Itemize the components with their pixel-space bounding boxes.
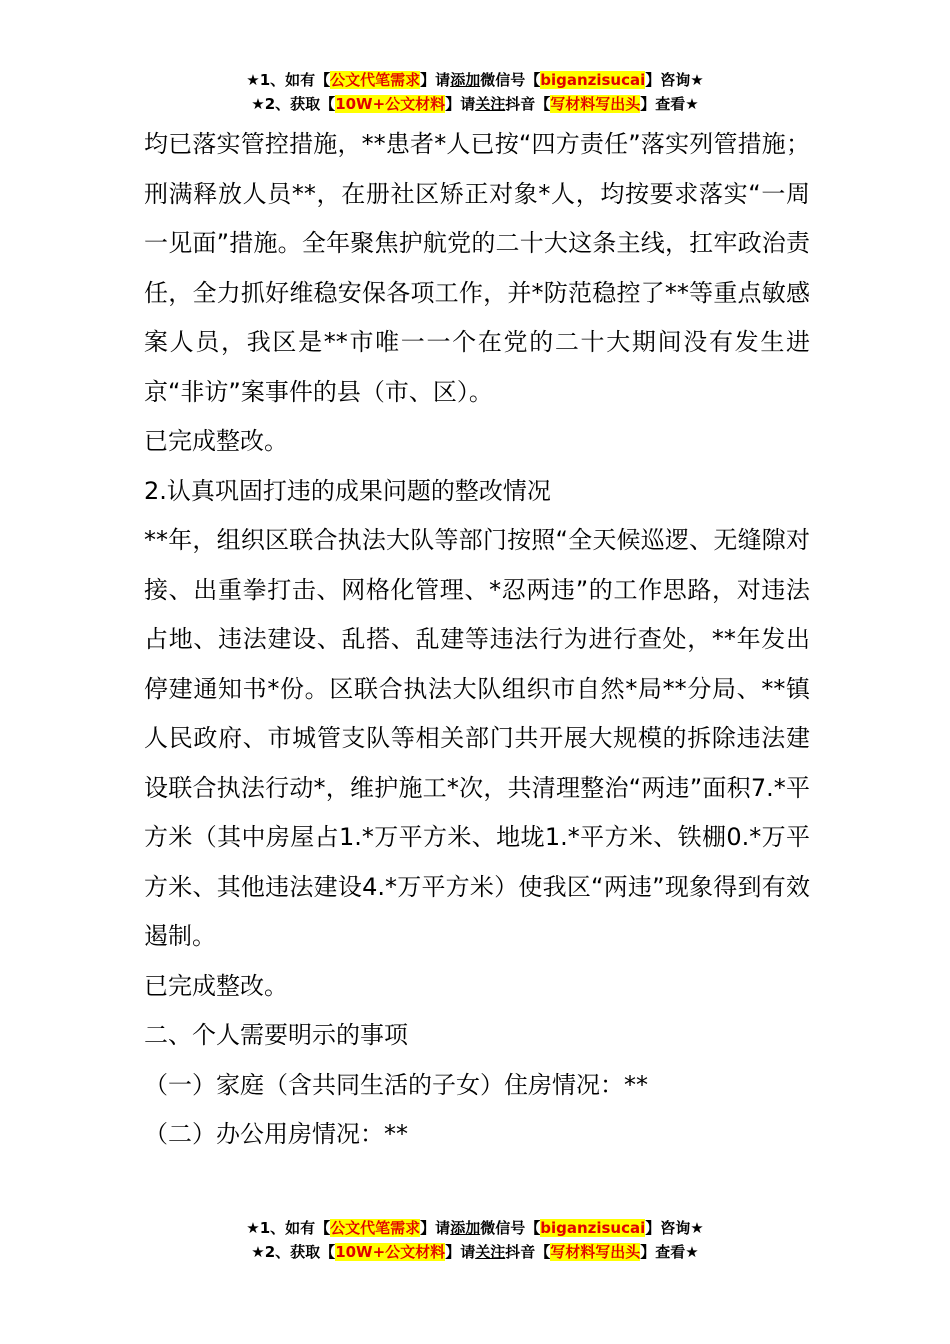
header-banner: [0, 68, 950, 116]
highlight-douyin: 写材料写出头: [550, 95, 641, 113]
highlight-materials: 10W+公文材料: [335, 95, 446, 113]
item-family-housing: （一）家庭（含共同生活的子女）住房情况：**: [144, 1070, 648, 1099]
paragraph-completed-1: 已完成整改。: [144, 427, 288, 455]
item-office-space: （二）办公用房情况：**: [144, 1120, 408, 1148]
highlight-wechat-id: biganzisucai: [540, 1219, 646, 1237]
paragraph-completed-2: 已完成整改。: [144, 971, 288, 1000]
highlight-service: 公文代笔需求: [330, 71, 421, 89]
highlight-wechat-id: biganzisucai: [540, 71, 646, 89]
highlight-materials: 10W+公文材料: [335, 1243, 446, 1261]
banner-line-1: ★1、如有【公文代笔需求】请添加微信号【biganzisucai】咨询★: [246, 71, 704, 89]
banner-line-2: ★2、获取【10W+公文材料】请关注抖音【写材料写出头】查看★: [251, 1243, 699, 1261]
document-body: [144, 120, 810, 1160]
highlight-douyin: 写材料写出头: [550, 1243, 641, 1261]
footer-banner: [0, 1216, 950, 1264]
highlight-service: 公文代笔需求: [330, 1219, 421, 1237]
banner-line-1: ★1、如有【公文代笔需求】请添加微信号【biganzisucai】咨询★: [246, 1219, 704, 1237]
banner-line-2: ★2、获取【10W+公文材料】请关注抖音【写材料写出头】查看★: [251, 95, 699, 113]
section-heading-illegal-construction: 2.认真巩固打违的成果问题的整改情况: [144, 476, 551, 505]
paragraph-illegal-construction: **年，组织区联合执法大队等部门按照“全天候巡逻、无缝隙对接、出重拳打击、网格化管理、*忍两违”的工作思路，对违法占地、违法建设、乱搭、乱建等违法行为进行查处，**年发出停建通知书*份。区联合执法大队组织市自然*局**分局、**镇人民政府、市城管支队等相关部门共开展大规模的拆除违法建设联合执法行动*，维护施工*次，共清理整治“两违”面积7.*平方米（其中房屋占1.*万平方米、地垅1.*平方米、铁棚0.*万平方米、其他违法建设4.*万平方米）使我区“两违”现象得到有效遏制。: [144, 526, 810, 950]
paragraph-stability-measures: 均已落实管控措施，**患者*人已按“四方责任”落实列管措施；刑满释放人员**，在册社区矫正对象*人，均按要求落实“一周一见面”措施。全年聚焦护航党的二十大这条主线，扛牢政治责任，全力抓好维稳安保各项工作，并*防范稳控了**等重点敏感案人员，我区是**市唯一一个在党的二十大期间没有发生进京“非访”案事件的县（市、区）。: [144, 130, 810, 406]
section-heading-personal-matters: 二、个人需要明示的事项: [144, 1021, 408, 1049]
